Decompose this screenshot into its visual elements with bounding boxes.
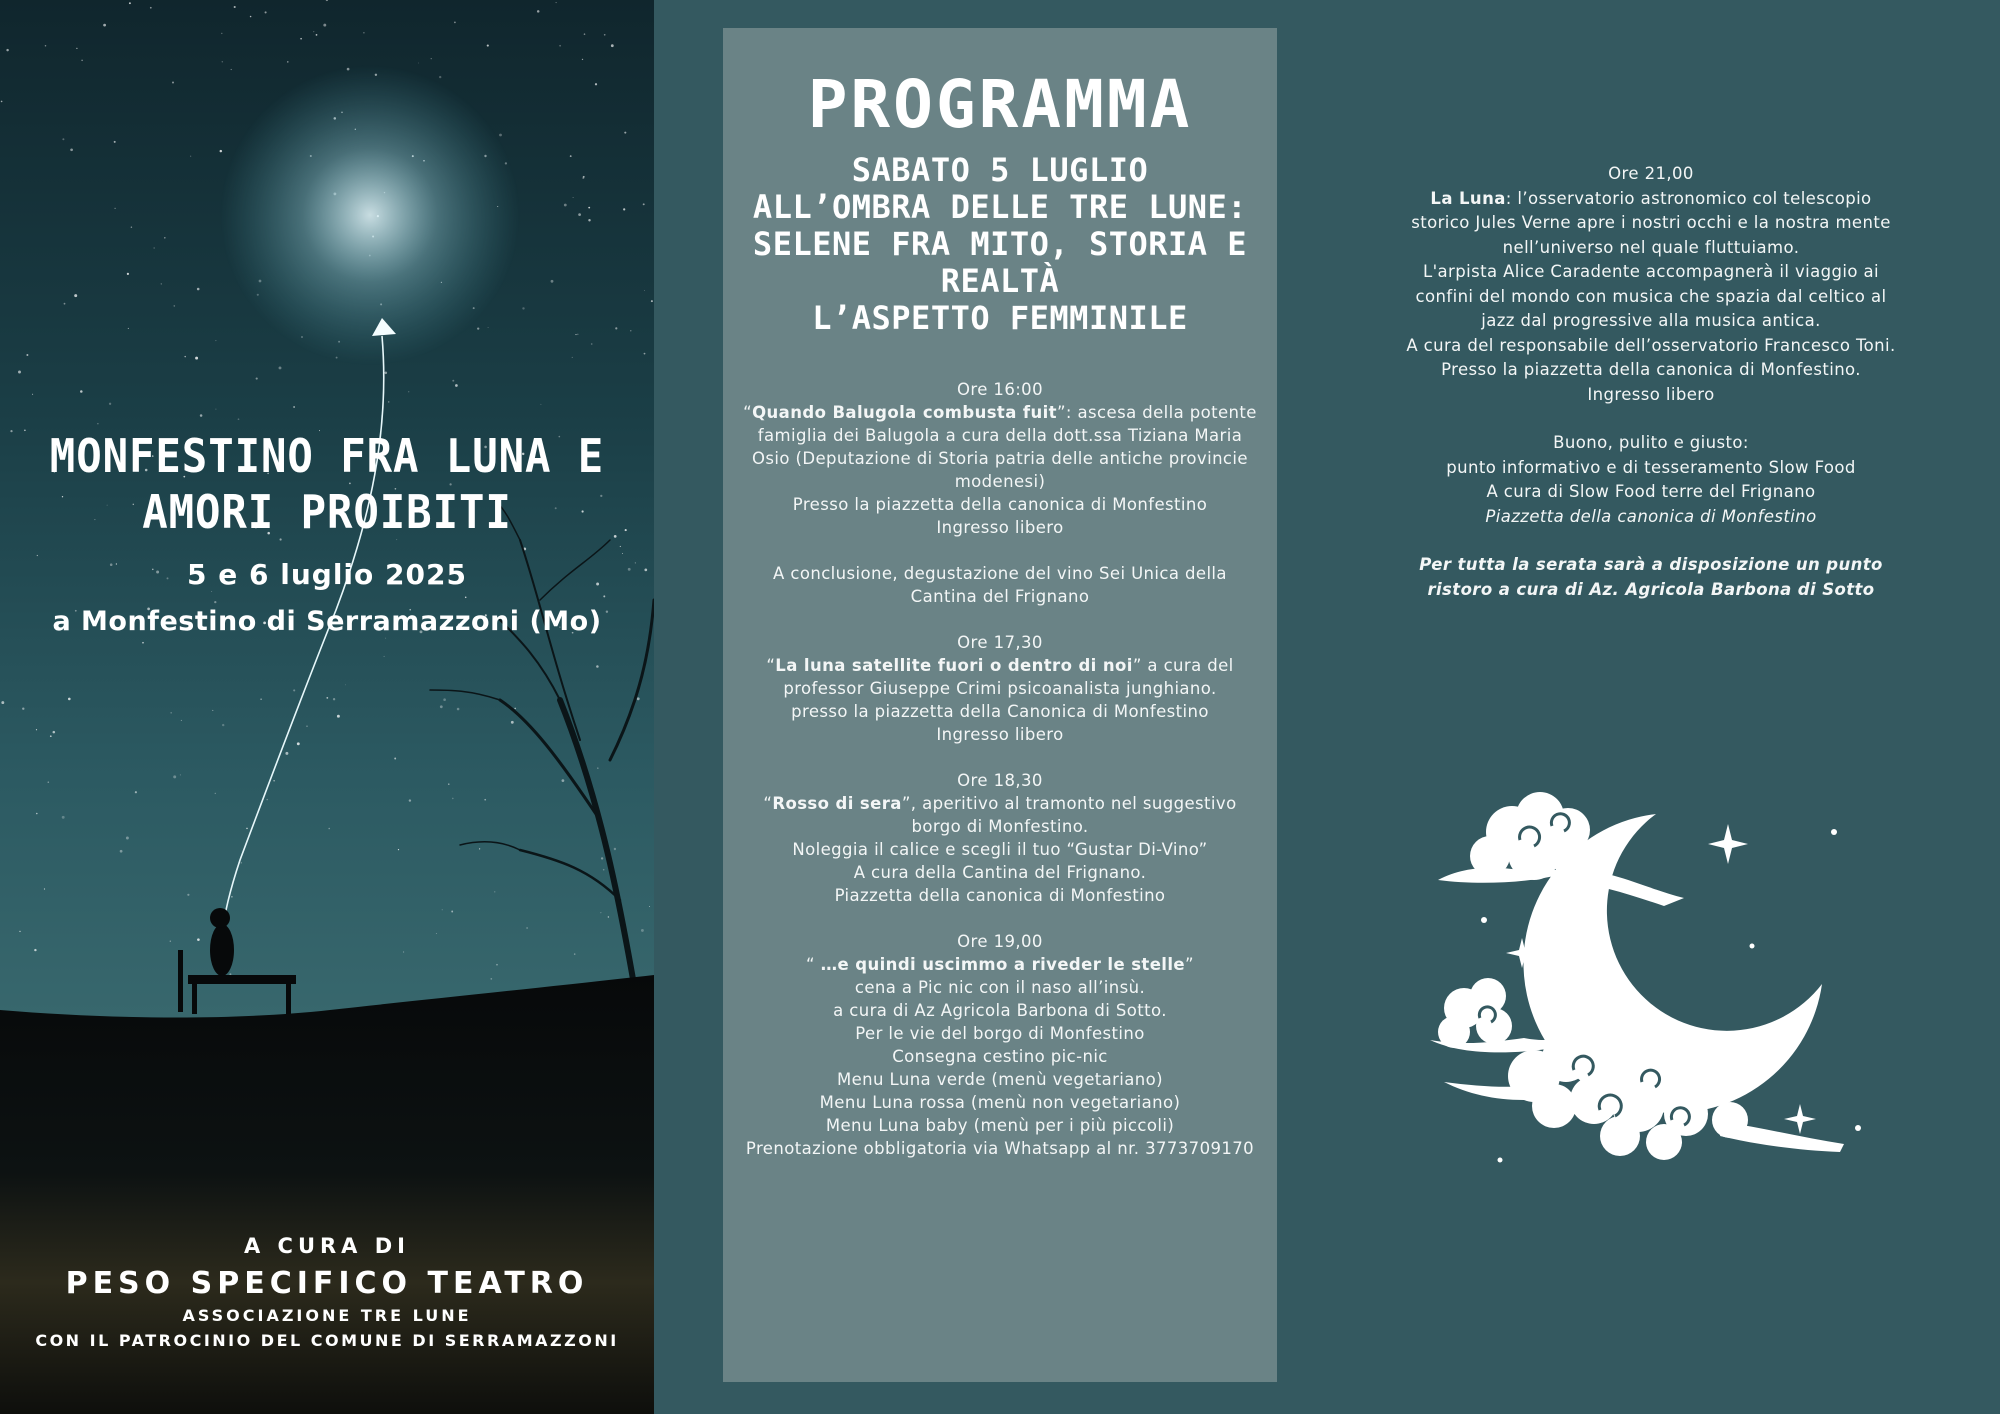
star-dot	[487, 45, 489, 47]
star-dot	[142, 642, 144, 644]
event-description: “La luna satellite fuori o dentro di noi” a cura del professor Giuseppe Crimi psicoanalista junghiano.	[766, 656, 1234, 698]
star-dot	[287, 61, 288, 62]
event-line: Prenotazione obbligatoria via Whatsapp al nr. 3773709170	[745, 1139, 1255, 1158]
star-dot	[285, 752, 288, 755]
star-dot	[238, 418, 240, 420]
star-dot	[19, 931, 20, 932]
star-dot	[170, 941, 171, 942]
star-dot	[595, 83, 597, 85]
star-dot	[150, 7, 152, 9]
night-scene-illustration	[0, 0, 654, 1414]
dot-star-icon	[1498, 1158, 1503, 1163]
event-line: Per le vie del borgo di Monfestino	[855, 1024, 1145, 1043]
program-title: PROGRAMMA	[807, 66, 1193, 143]
star-dot	[573, 197, 574, 198]
star-dot	[572, 357, 573, 358]
star-dot	[479, 848, 480, 849]
star-dot	[537, 10, 540, 13]
star-dot	[409, 799, 411, 801]
star-dot	[246, 828, 248, 830]
star-dot	[313, 31, 314, 32]
event-place: a Monfestino di Serramazzoni (Mo)	[52, 606, 602, 637]
event-time: Ore 18,30	[957, 771, 1043, 790]
credit-label: A CURA DI	[243, 1234, 410, 1258]
event-name: Quando Balugola combusta fuit	[752, 403, 1057, 422]
dot-star-icon	[1481, 917, 1487, 923]
star-dot	[604, 34, 606, 36]
slowfood-curator: A cura di Slow Food terre del Frignano	[1486, 482, 1816, 501]
crescent-moon-clouds-stars-icon	[1424, 770, 1874, 1210]
harp-description: L'arpista Alice Caradente accompagnerà il viaggio ai confini del mondo con musica che spazia dal celtico al jazz dal progressive alla musica antica.	[1415, 262, 1887, 330]
star-dot	[200, 414, 203, 417]
star-dot	[34, 949, 36, 951]
program-subtitle	[723, 152, 1277, 337]
star-dot	[36, 729, 37, 730]
star-dot	[583, 176, 585, 178]
star-dot	[403, 952, 404, 953]
star-dot	[300, 38, 302, 40]
star-dot	[62, 138, 64, 140]
star-dot	[127, 273, 129, 275]
star-dot	[180, 774, 181, 775]
star-dot	[22, 708, 24, 710]
star-dot	[623, 208, 625, 210]
star-dot	[48, 781, 50, 783]
star-dot	[488, 327, 489, 328]
bench-couple-silhouette-icon	[178, 908, 296, 1014]
star-dot	[333, 698, 335, 700]
star-dot	[484, 799, 486, 801]
event-block	[743, 930, 1257, 1160]
star-dot	[231, 896, 233, 898]
star-dot	[279, 366, 282, 369]
star-dot	[126, 837, 129, 840]
event-line: Menu Luna verde (menù vegetariano)	[836, 1070, 1163, 1089]
event-line: A cura della Cantina del Frignano.	[853, 863, 1147, 882]
slowfood-title: Buono, pulito e giusto:	[1553, 433, 1749, 452]
star-dot	[588, 219, 590, 221]
star-dot	[6, 49, 8, 51]
star-dot	[575, 334, 576, 335]
event-time: Ore 19,00	[957, 932, 1043, 951]
star-dot	[114, 141, 116, 143]
credit-organization: PESO SPECIFICO TEATRO	[65, 1266, 589, 1301]
location-line: Presso la piazzetta della canonica di Monfestino.	[1441, 360, 1861, 379]
star-dot	[651, 300, 653, 302]
credit-patronage: CON IL PATROCINIO DEL COMUNE DI SERRAMAZZONI	[35, 1331, 619, 1350]
star-dot	[439, 76, 441, 78]
star-dot	[578, 213, 581, 216]
star-dot	[222, 724, 224, 726]
star-dot	[644, 353, 646, 355]
star-dot	[345, 684, 346, 685]
star-dot	[326, 0, 328, 1]
event-description: “Rosso di sera”, aperitivo al tramonto nel suggestivo borgo di Monfestino.	[763, 794, 1237, 836]
star-dot	[323, 24, 326, 27]
dot-star-icon	[1750, 944, 1755, 949]
sparkle-star-icon	[1784, 1104, 1816, 1134]
star-dot	[384, 656, 385, 657]
star-dot	[36, 813, 38, 815]
star-dot	[212, 710, 213, 711]
slowfood-place: Piazzetta della canonica di Monfestino	[1485, 506, 1817, 526]
event-line: Menu Luna baby (menù per i più piccoli)	[825, 1116, 1175, 1135]
star-dot	[135, 791, 137, 793]
star-dot	[591, 343, 593, 345]
star-dot	[562, 779, 565, 782]
event-line: Consegna cestino pic-nic	[892, 1047, 1108, 1066]
star-dot	[649, 906, 650, 907]
star-dot	[50, 735, 52, 737]
star-dot	[452, 380, 454, 382]
star-dot	[337, 715, 340, 718]
star-dot	[190, 156, 191, 157]
star-dot	[260, 698, 262, 700]
event-block	[743, 378, 1257, 539]
star-dot	[293, 406, 295, 408]
dot-star-icon	[1855, 1125, 1861, 1131]
star-dot	[477, 327, 479, 329]
star-dot	[551, 280, 554, 283]
event-name: …e quindi uscimmo a riveder le stelle	[820, 955, 1185, 974]
star-dot	[215, 409, 216, 410]
event-description: “Quando Balugola combusta fuit”: ascesa della potente famiglia dei Balugola a cura della dott.ssa Tiziana Maria Osio (Deputazione di Storia patria delle antiche provincie modenesi)	[743, 403, 1257, 491]
star-dot	[64, 303, 66, 305]
star-dot	[622, 553, 623, 554]
star-dot	[103, 24, 106, 27]
star-dot	[220, 150, 222, 152]
star-dot	[1, 701, 4, 704]
star-dot	[615, 327, 617, 329]
star-dot	[564, 204, 567, 207]
curator-line: A cura del responsabile dell’osservatorio Francesco Toni.	[1406, 335, 1896, 355]
star-dot	[630, 330, 631, 331]
event-line: Ingresso libero	[936, 725, 1064, 744]
star-dot	[109, 403, 111, 405]
event-line: presso la piazzetta della Canonica di Monfestino	[791, 702, 1209, 721]
star-dot	[62, 816, 65, 819]
star-dot	[614, 848, 616, 850]
star-dot	[128, 328, 129, 329]
star-dot	[293, 689, 295, 691]
star-dot	[229, 973, 231, 975]
star-dot	[643, 203, 645, 205]
entry-line: Ingresso libero	[1587, 384, 1715, 404]
luna-description: La Luna: l’osservatorio astronomico col telescopio storico Jules Verne apre i nostri occhi e la nostra mente nell’universo nel quale fluttuiamo.	[1411, 188, 1891, 257]
star-dot	[181, 720, 182, 721]
star-dot	[496, 964, 498, 966]
event-title	[26, 428, 628, 540]
sparkle-star-icon	[1708, 824, 1748, 864]
subtitle-line: REALTÀ	[940, 262, 1060, 300]
star-dot	[388, 401, 390, 403]
star-dot	[457, 708, 460, 711]
star-dot	[273, 780, 274, 781]
star-dot	[442, 909, 443, 910]
event-line: Presso la piazzetta della canonica di Monfestino	[792, 495, 1208, 514]
star-dot	[53, 731, 56, 734]
ristoro-note: Per tutta la serata sarà a disposizione un punto ristoro a cura di Az. Agricola Barbona di Sotto	[1419, 555, 1883, 599]
star-dot	[37, 555, 38, 556]
star-dot	[577, 334, 578, 335]
star-dot	[452, 798, 454, 800]
cover-panel	[0, 0, 654, 1414]
star-dot	[316, 34, 318, 36]
star-dot	[173, 775, 176, 778]
event-line: Piazzetta della canonica di Monfestino	[834, 886, 1166, 905]
star-dot	[18, 371, 21, 374]
star-dot	[448, 783, 449, 784]
star-dot	[540, 404, 541, 405]
star-dot	[154, 248, 155, 249]
event-title-line-2: AMORI PROIBITI	[142, 485, 512, 539]
star-dot	[164, 237, 166, 239]
slowfood-line: punto informativo e di tesseramento Slow Food	[1446, 457, 1856, 477]
star-dot	[514, 708, 516, 710]
star-dot	[76, 48, 77, 49]
star-dot	[620, 546, 621, 547]
credit-association: ASSOCIAZIONE TRE LUNE	[182, 1306, 472, 1325]
star-dot	[522, 307, 524, 309]
star-dot	[265, 11, 267, 13]
star-dot	[608, 916, 609, 917]
event-description: “ …e quindi uscimmo a riveder le stelle”	[806, 955, 1194, 974]
star-dot	[32, 394, 33, 395]
star-dot	[597, 767, 599, 769]
program-panel	[723, 28, 1277, 1382]
star-dot	[297, 742, 300, 745]
star-dot	[45, 45, 47, 47]
star-dot	[526, 927, 528, 929]
star-dot	[499, 134, 502, 137]
star-dot	[234, 6, 236, 8]
star-dot	[385, 372, 388, 375]
event-name: Rosso di sera	[772, 794, 902, 813]
star-dot	[250, 16, 252, 18]
star-dot	[44, 888, 45, 889]
star-dot	[172, 81, 174, 83]
event-time: Ore 17,30	[957, 633, 1043, 652]
event-title-line-1: MONFESTINO FRA LUNA E	[49, 429, 605, 483]
star-dot	[187, 894, 189, 896]
star-dot	[385, 638, 386, 639]
star-dot	[97, 423, 98, 424]
star-dot	[408, 391, 409, 392]
subtitle-line: SABATO 5 LUGLIO	[851, 151, 1149, 189]
event-block	[743, 769, 1257, 907]
event-time: Ore 16:00	[957, 380, 1043, 399]
star-dot	[582, 59, 583, 60]
star-dot	[211, 591, 212, 592]
star-dot	[398, 849, 399, 850]
star-dot	[328, 828, 330, 830]
evening-program	[1404, 162, 1898, 602]
star-dot	[603, 595, 605, 597]
star-dot	[214, 601, 216, 603]
star-dot	[494, 891, 495, 892]
star-dot	[440, 705, 443, 708]
subtitle-line: SELENE FRA MITO, STORIA E	[752, 225, 1248, 263]
star-dot	[559, 45, 561, 47]
star-dot	[215, 793, 216, 794]
event-block	[743, 631, 1257, 746]
star-dot	[161, 283, 162, 284]
star-dot	[195, 357, 198, 360]
event-time: Ore 21,00	[1608, 164, 1694, 183]
star-dot	[80, 390, 83, 393]
star-dot	[556, 2, 557, 3]
star-dot	[26, 354, 28, 356]
star-dot	[451, 911, 453, 913]
star-dot	[637, 697, 640, 700]
event-name: La luna satellite fuori o dentro di noi	[775, 656, 1133, 675]
star-dot	[10, 430, 12, 432]
star-dot	[431, 58, 432, 59]
star-dot	[603, 869, 605, 871]
event-block	[743, 562, 1257, 608]
star-dot	[588, 207, 590, 209]
star-dot	[454, 22, 456, 24]
star-dot	[574, 953, 575, 954]
star-dot	[511, 721, 514, 724]
star-dot	[418, 63, 419, 64]
star-dot	[490, 978, 492, 980]
star-dot	[197, 938, 200, 941]
program-schedule	[743, 378, 1257, 1183]
event-line: Menu Luna rossa (menù non vegetariano)	[819, 1093, 1181, 1112]
star-dot	[231, 69, 232, 70]
star-dot	[197, 288, 200, 291]
event-description: A conclusione, degustazione del vino Sei Unica della Cantina del Frignano	[773, 564, 1227, 606]
event-line: cena a Pic nic con il naso all’insù.	[854, 978, 1146, 997]
star-dot	[596, 665, 599, 668]
subtitle-line: L’ASPETTO FEMMINILE	[812, 299, 1188, 337]
star-dot	[1, 101, 3, 103]
subtitle-line: ALL’OMBRA DELLE TRE LUNE:	[752, 188, 1248, 226]
star-dot	[267, 799, 268, 800]
star-dot	[641, 929, 644, 932]
star-dot	[131, 226, 132, 227]
star-dot	[120, 850, 123, 853]
star-dot	[570, 155, 572, 157]
star-dot	[114, 208, 115, 209]
star-dot	[326, 697, 328, 699]
star-dot	[436, 933, 437, 934]
star-dot	[68, 698, 71, 701]
star-dot	[443, 698, 446, 701]
star-dot	[215, 340, 216, 341]
star-dot	[394, 758, 396, 760]
star-dot	[306, 726, 307, 727]
star-dot	[74, 294, 77, 297]
dot-star-icon	[1831, 829, 1837, 835]
star-dot	[465, 597, 467, 599]
star-dot	[129, 2, 131, 4]
star-dot	[173, 305, 175, 307]
star-dot	[70, 148, 73, 151]
event-line: Ingresso libero	[936, 518, 1064, 537]
star-dot	[241, 862, 242, 863]
star-dot	[184, 356, 185, 357]
moon-glow	[220, 65, 520, 365]
star-dot	[644, 290, 645, 291]
star-dot	[256, 378, 258, 380]
event-name: La Luna	[1430, 188, 1506, 208]
star-dot	[81, 60, 82, 61]
star-dot	[624, 132, 626, 134]
event-date: 5 e 6 luglio 2025	[187, 558, 467, 591]
star-dot	[601, 857, 603, 859]
event-line: Noleggia il calice e scegli il tuo “Gustar Di-Vino”	[792, 840, 1208, 859]
star-dot	[455, 384, 458, 387]
star-dot	[611, 44, 614, 47]
event-line: a cura di Az Agricola Barbona di Sotto.	[833, 1001, 1167, 1020]
star-dot	[363, 32, 365, 34]
star-dot	[222, 61, 223, 62]
star-dot	[584, 33, 586, 35]
star-dot	[221, 33, 222, 34]
star-dot	[600, 912, 601, 913]
star-dot	[171, 712, 172, 713]
